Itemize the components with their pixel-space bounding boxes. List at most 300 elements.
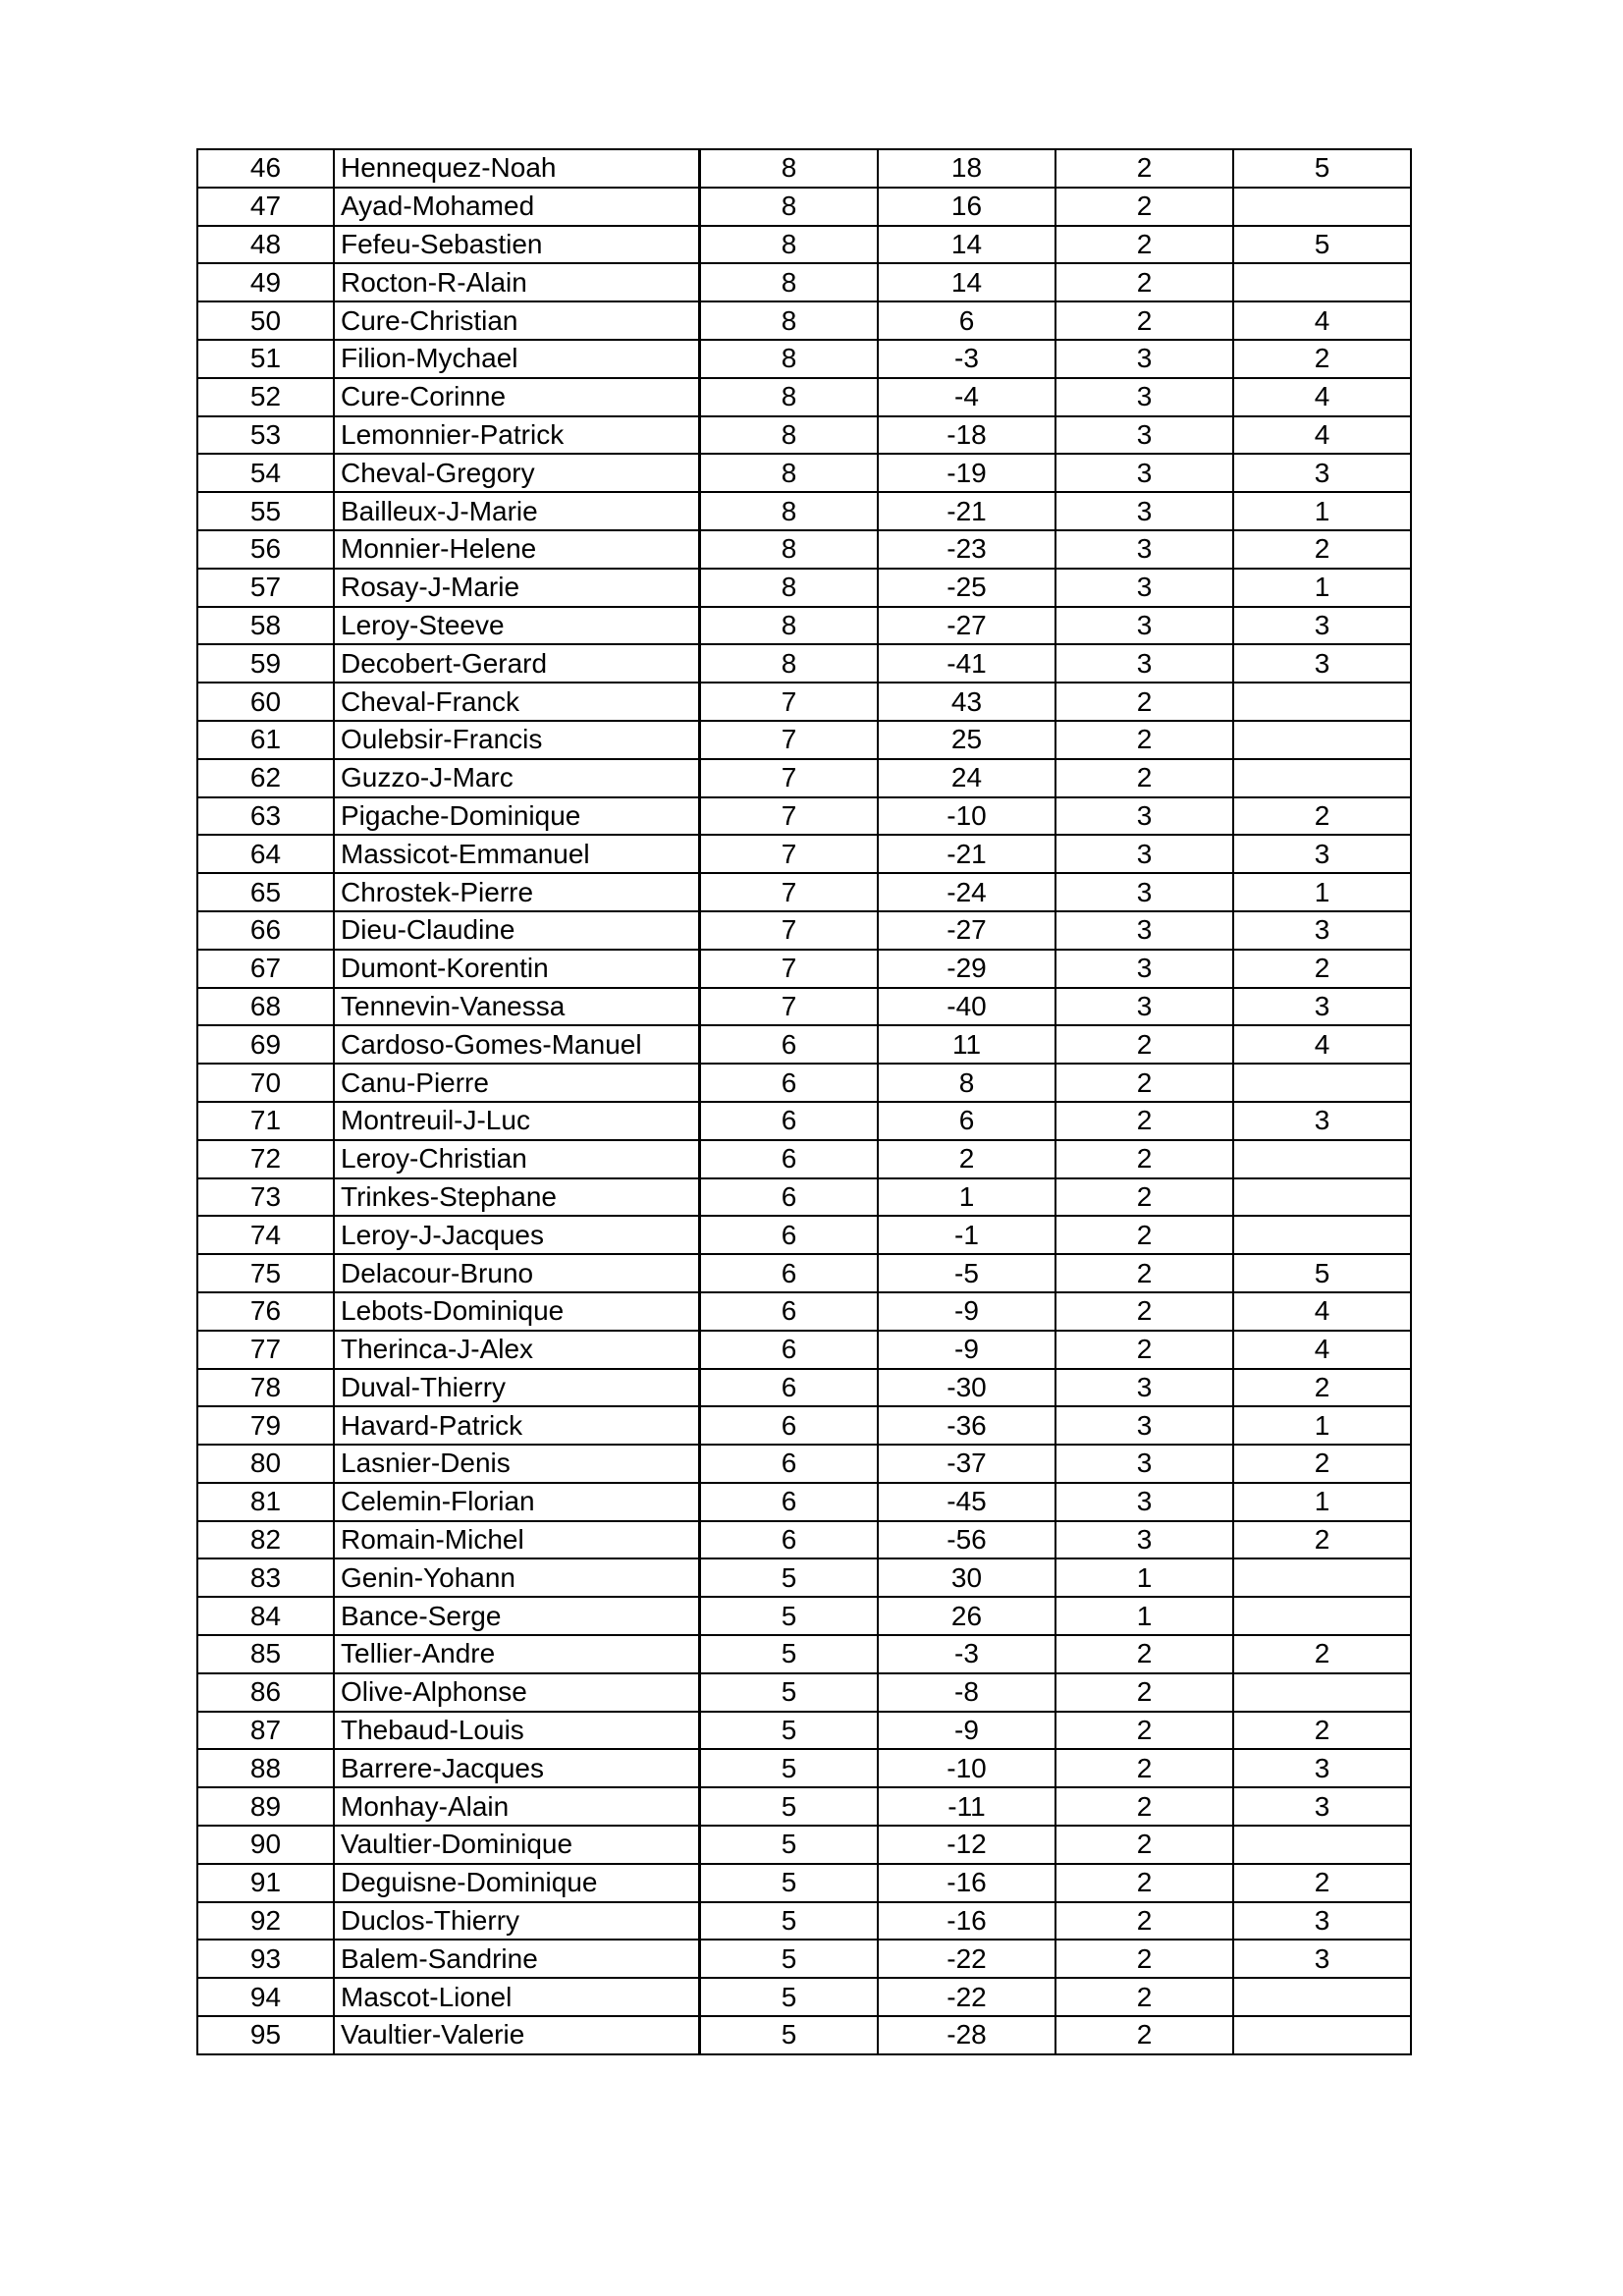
value-cell-2: -3 xyxy=(878,340,1055,378)
value-cell-4: 1 xyxy=(1233,1483,1411,1521)
value-cell-3: 2 xyxy=(1055,1673,1233,1712)
value-cell-4 xyxy=(1233,1140,1411,1178)
value-cell-4: 2 xyxy=(1233,797,1411,836)
value-cell-3: 2 xyxy=(1055,1978,1233,2016)
player-name-cell: Fefeu-Sebastien xyxy=(334,226,700,264)
table-row xyxy=(197,911,1411,950)
value-cell-4: 4 xyxy=(1233,1292,1411,1331)
table-row xyxy=(197,416,1411,455)
value-cell-3: 3 xyxy=(1055,530,1233,569)
value-cell-1: 8 xyxy=(700,149,879,188)
table-row xyxy=(197,1178,1411,1217)
rank-cell: 66 xyxy=(197,911,334,950)
rank-cell: 52 xyxy=(197,378,334,416)
table-row xyxy=(197,1369,1411,1407)
value-cell-3: 2 xyxy=(1055,226,1233,264)
value-cell-3: 3 xyxy=(1055,607,1233,645)
table-row xyxy=(197,1406,1411,1445)
value-cell-1: 5 xyxy=(700,1787,879,1826)
value-cell-4 xyxy=(1233,1826,1411,1864)
value-cell-2: -1 xyxy=(878,1216,1055,1254)
table-row xyxy=(197,1826,1411,1864)
player-name-cell: Oulebsir-Francis xyxy=(334,721,700,759)
table-row xyxy=(197,683,1411,721)
value-cell-4 xyxy=(1233,683,1411,721)
value-cell-3: 2 xyxy=(1055,1864,1233,1902)
rank-cell: 80 xyxy=(197,1445,334,1483)
value-cell-2: -56 xyxy=(878,1521,1055,1559)
value-cell-1: 8 xyxy=(700,226,879,264)
rank-cell: 53 xyxy=(197,416,334,455)
table-row xyxy=(197,340,1411,378)
value-cell-3: 2 xyxy=(1055,1064,1233,1102)
table-row xyxy=(197,226,1411,264)
rank-cell: 48 xyxy=(197,226,334,264)
value-cell-2: -9 xyxy=(878,1331,1055,1369)
rank-cell: 67 xyxy=(197,950,334,988)
value-cell-1: 7 xyxy=(700,988,879,1026)
player-name-cell: Cheval-Gregory xyxy=(334,454,700,492)
value-cell-4: 3 xyxy=(1233,454,1411,492)
value-cell-3: 3 xyxy=(1055,988,1233,1026)
table-row xyxy=(197,1902,1411,1941)
value-cell-2: -23 xyxy=(878,530,1055,569)
table-row xyxy=(197,988,1411,1026)
player-name-cell: Tennevin-Vanessa xyxy=(334,988,700,1026)
value-cell-3: 2 xyxy=(1055,1025,1233,1064)
rank-cell: 54 xyxy=(197,454,334,492)
value-cell-3: 3 xyxy=(1055,569,1233,607)
value-cell-2: -4 xyxy=(878,378,1055,416)
rank-cell: 64 xyxy=(197,835,334,873)
value-cell-3: 2 xyxy=(1055,1902,1233,1941)
player-name-cell: Genin-Yohann xyxy=(334,1558,700,1597)
value-cell-3: 3 xyxy=(1055,797,1233,836)
rank-cell: 65 xyxy=(197,873,334,911)
value-cell-1: 8 xyxy=(700,340,879,378)
value-cell-4: 3 xyxy=(1233,1102,1411,1140)
rank-cell: 84 xyxy=(197,1597,334,1635)
player-name-cell: Duval-Thierry xyxy=(334,1369,700,1407)
player-name-cell: Hennequez-Noah xyxy=(334,149,700,188)
table-row xyxy=(197,1787,1411,1826)
player-name-cell: Cardoso-Gomes-Manuel xyxy=(334,1025,700,1064)
rank-cell: 62 xyxy=(197,759,334,797)
value-cell-1: 6 xyxy=(700,1521,879,1559)
value-cell-4 xyxy=(1233,1558,1411,1597)
player-name-cell: Leroy-Steeve xyxy=(334,607,700,645)
value-cell-4: 1 xyxy=(1233,492,1411,530)
rank-cell: 75 xyxy=(197,1254,334,1292)
value-cell-4: 4 xyxy=(1233,416,1411,455)
value-cell-1: 8 xyxy=(700,301,879,340)
rank-cell: 47 xyxy=(197,188,334,226)
value-cell-3: 3 xyxy=(1055,1521,1233,1559)
value-cell-4 xyxy=(1233,1978,1411,2016)
value-cell-1: 6 xyxy=(700,1406,879,1445)
player-name-cell: Lemonnier-Patrick xyxy=(334,416,700,455)
table-row xyxy=(197,1445,1411,1483)
value-cell-2: 24 xyxy=(878,759,1055,797)
player-name-cell: Chrostek-Pierre xyxy=(334,873,700,911)
value-cell-1: 8 xyxy=(700,188,879,226)
value-cell-3: 1 xyxy=(1055,1558,1233,1597)
value-cell-2: -22 xyxy=(878,1978,1055,2016)
player-name-cell: Deguisne-Dominique xyxy=(334,1864,700,1902)
player-name-cell: Cheval-Franck xyxy=(334,683,700,721)
rank-cell: 55 xyxy=(197,492,334,530)
value-cell-4: 1 xyxy=(1233,569,1411,607)
value-cell-2: -10 xyxy=(878,1749,1055,1787)
rank-cell: 51 xyxy=(197,340,334,378)
rank-cell: 61 xyxy=(197,721,334,759)
value-cell-4: 5 xyxy=(1233,149,1411,188)
value-cell-3: 3 xyxy=(1055,340,1233,378)
value-cell-2: 6 xyxy=(878,1102,1055,1140)
value-cell-1: 5 xyxy=(700,1673,879,1712)
value-cell-3: 3 xyxy=(1055,873,1233,911)
rank-cell: 73 xyxy=(197,1178,334,1217)
value-cell-4: 4 xyxy=(1233,301,1411,340)
value-cell-1: 7 xyxy=(700,950,879,988)
table-row xyxy=(197,1292,1411,1331)
value-cell-1: 5 xyxy=(700,1978,879,2016)
value-cell-1: 5 xyxy=(700,1940,879,1978)
rank-cell: 63 xyxy=(197,797,334,836)
value-cell-2: -10 xyxy=(878,797,1055,836)
player-name-cell: Guzzo-J-Marc xyxy=(334,759,700,797)
player-name-cell: Duclos-Thierry xyxy=(334,1902,700,1941)
value-cell-2: -16 xyxy=(878,1902,1055,1941)
value-cell-4: 2 xyxy=(1233,1864,1411,1902)
value-cell-3: 3 xyxy=(1055,1483,1233,1521)
table-row xyxy=(197,1635,1411,1673)
table-row xyxy=(197,835,1411,873)
value-cell-1: 6 xyxy=(700,1483,879,1521)
rank-cell: 69 xyxy=(197,1025,334,1064)
player-name-cell: Decobert-Gerard xyxy=(334,644,700,683)
player-name-cell: Bance-Serge xyxy=(334,1597,700,1635)
player-name-cell: Pigache-Dominique xyxy=(334,797,700,836)
rank-cell: 92 xyxy=(197,1902,334,1941)
player-name-cell: Leroy-J-Jacques xyxy=(334,1216,700,1254)
value-cell-2: 8 xyxy=(878,1064,1055,1102)
table-row xyxy=(197,873,1411,911)
player-name-cell: Cure-Christian xyxy=(334,301,700,340)
value-cell-2: 11 xyxy=(878,1025,1055,1064)
table-row xyxy=(197,1749,1411,1787)
value-cell-3: 2 xyxy=(1055,1712,1233,1750)
value-cell-1: 8 xyxy=(700,378,879,416)
value-cell-2: -8 xyxy=(878,1673,1055,1712)
value-cell-1: 5 xyxy=(700,2016,879,2054)
table-row xyxy=(197,569,1411,607)
value-cell-2: -27 xyxy=(878,607,1055,645)
player-name-cell: Bailleux-J-Marie xyxy=(334,492,700,530)
table-row xyxy=(197,188,1411,226)
value-cell-3: 3 xyxy=(1055,378,1233,416)
value-cell-4 xyxy=(1233,1673,1411,1712)
value-cell-2: -9 xyxy=(878,1292,1055,1331)
value-cell-1: 7 xyxy=(700,873,879,911)
value-cell-4: 4 xyxy=(1233,1331,1411,1369)
rank-cell: 93 xyxy=(197,1940,334,1978)
value-cell-1: 8 xyxy=(700,569,879,607)
rank-cell: 46 xyxy=(197,149,334,188)
value-cell-3: 3 xyxy=(1055,416,1233,455)
table-row xyxy=(197,1216,1411,1254)
player-name-cell: Monhay-Alain xyxy=(334,1787,700,1826)
value-cell-3: 3 xyxy=(1055,835,1233,873)
player-name-cell: Olive-Alphonse xyxy=(334,1673,700,1712)
value-cell-4 xyxy=(1233,2016,1411,2054)
rank-cell: 87 xyxy=(197,1712,334,1750)
table-row xyxy=(197,644,1411,683)
value-cell-4 xyxy=(1233,1597,1411,1635)
value-cell-1: 6 xyxy=(700,1064,879,1102)
value-cell-4: 3 xyxy=(1233,1940,1411,1978)
ranking-table xyxy=(196,148,1412,2055)
player-name-cell: Ayad-Mohamed xyxy=(334,188,700,226)
value-cell-2: -25 xyxy=(878,569,1055,607)
value-cell-3: 2 xyxy=(1055,1102,1233,1140)
rank-cell: 56 xyxy=(197,530,334,569)
value-cell-3: 2 xyxy=(1055,188,1233,226)
value-cell-3: 2 xyxy=(1055,683,1233,721)
value-cell-3: 2 xyxy=(1055,1331,1233,1369)
value-cell-1: 5 xyxy=(700,1749,879,1787)
value-cell-4 xyxy=(1233,1064,1411,1102)
table-row xyxy=(197,1521,1411,1559)
player-name-cell: Dieu-Claudine xyxy=(334,911,700,950)
value-cell-3: 2 xyxy=(1055,1749,1233,1787)
value-cell-4 xyxy=(1233,263,1411,301)
player-name-cell: Therinca-J-Alex xyxy=(334,1331,700,1369)
table-row xyxy=(197,1558,1411,1597)
value-cell-2: -12 xyxy=(878,1826,1055,1864)
value-cell-2: 25 xyxy=(878,721,1055,759)
value-cell-4: 2 xyxy=(1233,1635,1411,1673)
table-row xyxy=(197,797,1411,836)
player-name-cell: Cure-Corinne xyxy=(334,378,700,416)
player-name-cell: Havard-Patrick xyxy=(334,1406,700,1445)
value-cell-1: 7 xyxy=(700,683,879,721)
value-cell-2: -30 xyxy=(878,1369,1055,1407)
value-cell-1: 6 xyxy=(700,1254,879,1292)
value-cell-1: 5 xyxy=(700,1826,879,1864)
value-cell-2: -21 xyxy=(878,835,1055,873)
value-cell-4: 5 xyxy=(1233,1254,1411,1292)
value-cell-4: 2 xyxy=(1233,530,1411,569)
value-cell-2: -45 xyxy=(878,1483,1055,1521)
value-cell-1: 6 xyxy=(700,1102,879,1140)
value-cell-1: 5 xyxy=(700,1864,879,1902)
rank-cell: 94 xyxy=(197,1978,334,2016)
value-cell-2: 14 xyxy=(878,226,1055,264)
value-cell-3: 2 xyxy=(1055,1940,1233,1978)
value-cell-3: 3 xyxy=(1055,1445,1233,1483)
table-row xyxy=(197,1102,1411,1140)
value-cell-3: 3 xyxy=(1055,911,1233,950)
rank-cell: 70 xyxy=(197,1064,334,1102)
value-cell-3: 2 xyxy=(1055,1216,1233,1254)
rank-cell: 68 xyxy=(197,988,334,1026)
rank-cell: 59 xyxy=(197,644,334,683)
value-cell-1: 6 xyxy=(700,1025,879,1064)
table-row xyxy=(197,1331,1411,1369)
player-name-cell: Canu-Pierre xyxy=(334,1064,700,1102)
value-cell-4 xyxy=(1233,188,1411,226)
player-name-cell: Lasnier-Denis xyxy=(334,1445,700,1483)
value-cell-1: 6 xyxy=(700,1445,879,1483)
value-cell-1: 8 xyxy=(700,454,879,492)
table-row xyxy=(197,1940,1411,1978)
table-row xyxy=(197,378,1411,416)
player-name-cell: Vaultier-Valerie xyxy=(334,2016,700,2054)
player-name-cell: Filion-Mychael xyxy=(334,340,700,378)
value-cell-2: -9 xyxy=(878,1712,1055,1750)
player-name-cell: Massicot-Emmanuel xyxy=(334,835,700,873)
value-cell-3: 2 xyxy=(1055,1826,1233,1864)
value-cell-2: -3 xyxy=(878,1635,1055,1673)
value-cell-4 xyxy=(1233,1178,1411,1217)
value-cell-4: 1 xyxy=(1233,873,1411,911)
player-name-cell: Thebaud-Louis xyxy=(334,1712,700,1750)
table-row xyxy=(197,721,1411,759)
value-cell-1: 7 xyxy=(700,759,879,797)
player-name-cell: Romain-Michel xyxy=(334,1521,700,1559)
value-cell-4: 3 xyxy=(1233,644,1411,683)
rank-cell: 60 xyxy=(197,683,334,721)
value-cell-1: 6 xyxy=(700,1216,879,1254)
rank-cell: 49 xyxy=(197,263,334,301)
value-cell-1: 8 xyxy=(700,644,879,683)
value-cell-1: 5 xyxy=(700,1558,879,1597)
table-row xyxy=(197,607,1411,645)
player-name-cell: Lebots-Dominique xyxy=(334,1292,700,1331)
value-cell-4: 3 xyxy=(1233,1787,1411,1826)
table-row xyxy=(197,1140,1411,1178)
value-cell-4: 3 xyxy=(1233,607,1411,645)
table-row xyxy=(197,1712,1411,1750)
player-name-cell: Barrere-Jacques xyxy=(334,1749,700,1787)
value-cell-2: -22 xyxy=(878,1940,1055,1978)
value-cell-2: 1 xyxy=(878,1178,1055,1217)
value-cell-4: 2 xyxy=(1233,950,1411,988)
value-cell-2: -36 xyxy=(878,1406,1055,1445)
value-cell-4 xyxy=(1233,721,1411,759)
rank-cell: 58 xyxy=(197,607,334,645)
value-cell-2: -11 xyxy=(878,1787,1055,1826)
value-cell-3: 2 xyxy=(1055,263,1233,301)
value-cell-4: 3 xyxy=(1233,988,1411,1026)
value-cell-2: 6 xyxy=(878,301,1055,340)
rank-cell: 57 xyxy=(197,569,334,607)
rank-cell: 81 xyxy=(197,1483,334,1521)
value-cell-3: 3 xyxy=(1055,644,1233,683)
value-cell-3: 3 xyxy=(1055,492,1233,530)
value-cell-2: -16 xyxy=(878,1864,1055,1902)
value-cell-1: 6 xyxy=(700,1369,879,1407)
value-cell-3: 2 xyxy=(1055,1292,1233,1331)
rank-cell: 82 xyxy=(197,1521,334,1559)
rank-cell: 91 xyxy=(197,1864,334,1902)
table-row xyxy=(197,1483,1411,1521)
player-name-cell: Balem-Sandrine xyxy=(334,1940,700,1978)
value-cell-1: 8 xyxy=(700,263,879,301)
rank-cell: 88 xyxy=(197,1749,334,1787)
rank-cell: 83 xyxy=(197,1558,334,1597)
player-name-cell: Montreuil-J-Luc xyxy=(334,1102,700,1140)
value-cell-3: 2 xyxy=(1055,2016,1233,2054)
value-cell-2: -28 xyxy=(878,2016,1055,2054)
value-cell-4: 1 xyxy=(1233,1406,1411,1445)
value-cell-1: 7 xyxy=(700,797,879,836)
rank-cell: 90 xyxy=(197,1826,334,1864)
value-cell-2: 26 xyxy=(878,1597,1055,1635)
value-cell-4: 3 xyxy=(1233,835,1411,873)
value-cell-2: 43 xyxy=(878,683,1055,721)
value-cell-1: 5 xyxy=(700,1902,879,1941)
rank-cell: 89 xyxy=(197,1787,334,1826)
rank-cell: 95 xyxy=(197,2016,334,2054)
rank-cell: 72 xyxy=(197,1140,334,1178)
rank-cell: 74 xyxy=(197,1216,334,1254)
value-cell-1: 5 xyxy=(700,1635,879,1673)
value-cell-2: -19 xyxy=(878,454,1055,492)
value-cell-4: 2 xyxy=(1233,1445,1411,1483)
value-cell-1: 8 xyxy=(700,416,879,455)
player-name-cell: Dumont-Korentin xyxy=(334,950,700,988)
player-name-cell: Rosay-J-Marie xyxy=(334,569,700,607)
player-name-cell: Celemin-Florian xyxy=(334,1483,700,1521)
value-cell-1: 6 xyxy=(700,1331,879,1369)
value-cell-3: 2 xyxy=(1055,1178,1233,1217)
value-cell-1: 6 xyxy=(700,1140,879,1178)
value-cell-1: 5 xyxy=(700,1597,879,1635)
value-cell-1: 7 xyxy=(700,835,879,873)
value-cell-2: -29 xyxy=(878,950,1055,988)
value-cell-2: -27 xyxy=(878,911,1055,950)
value-cell-2: -37 xyxy=(878,1445,1055,1483)
value-cell-2: 16 xyxy=(878,188,1055,226)
player-name-cell: Monnier-Helene xyxy=(334,530,700,569)
table-row xyxy=(197,1978,1411,2016)
table-row xyxy=(197,1064,1411,1102)
player-name-cell: Leroy-Christian xyxy=(334,1140,700,1178)
value-cell-2: -5 xyxy=(878,1254,1055,1292)
value-cell-1: 8 xyxy=(700,492,879,530)
value-cell-4 xyxy=(1233,1216,1411,1254)
value-cell-1: 5 xyxy=(700,1712,879,1750)
table-row xyxy=(197,759,1411,797)
value-cell-1: 7 xyxy=(700,721,879,759)
value-cell-3: 3 xyxy=(1055,454,1233,492)
ranking-table-body xyxy=(197,149,1411,2054)
value-cell-3: 3 xyxy=(1055,1406,1233,1445)
value-cell-4 xyxy=(1233,759,1411,797)
table-row xyxy=(197,950,1411,988)
value-cell-3: 2 xyxy=(1055,1787,1233,1826)
value-cell-3: 2 xyxy=(1055,1635,1233,1673)
table-row xyxy=(197,1864,1411,1902)
value-cell-2: -41 xyxy=(878,644,1055,683)
rank-cell: 71 xyxy=(197,1102,334,1140)
value-cell-3: 2 xyxy=(1055,1140,1233,1178)
value-cell-3: 2 xyxy=(1055,301,1233,340)
player-name-cell: Delacour-Bruno xyxy=(334,1254,700,1292)
player-name-cell: Tellier-Andre xyxy=(334,1635,700,1673)
